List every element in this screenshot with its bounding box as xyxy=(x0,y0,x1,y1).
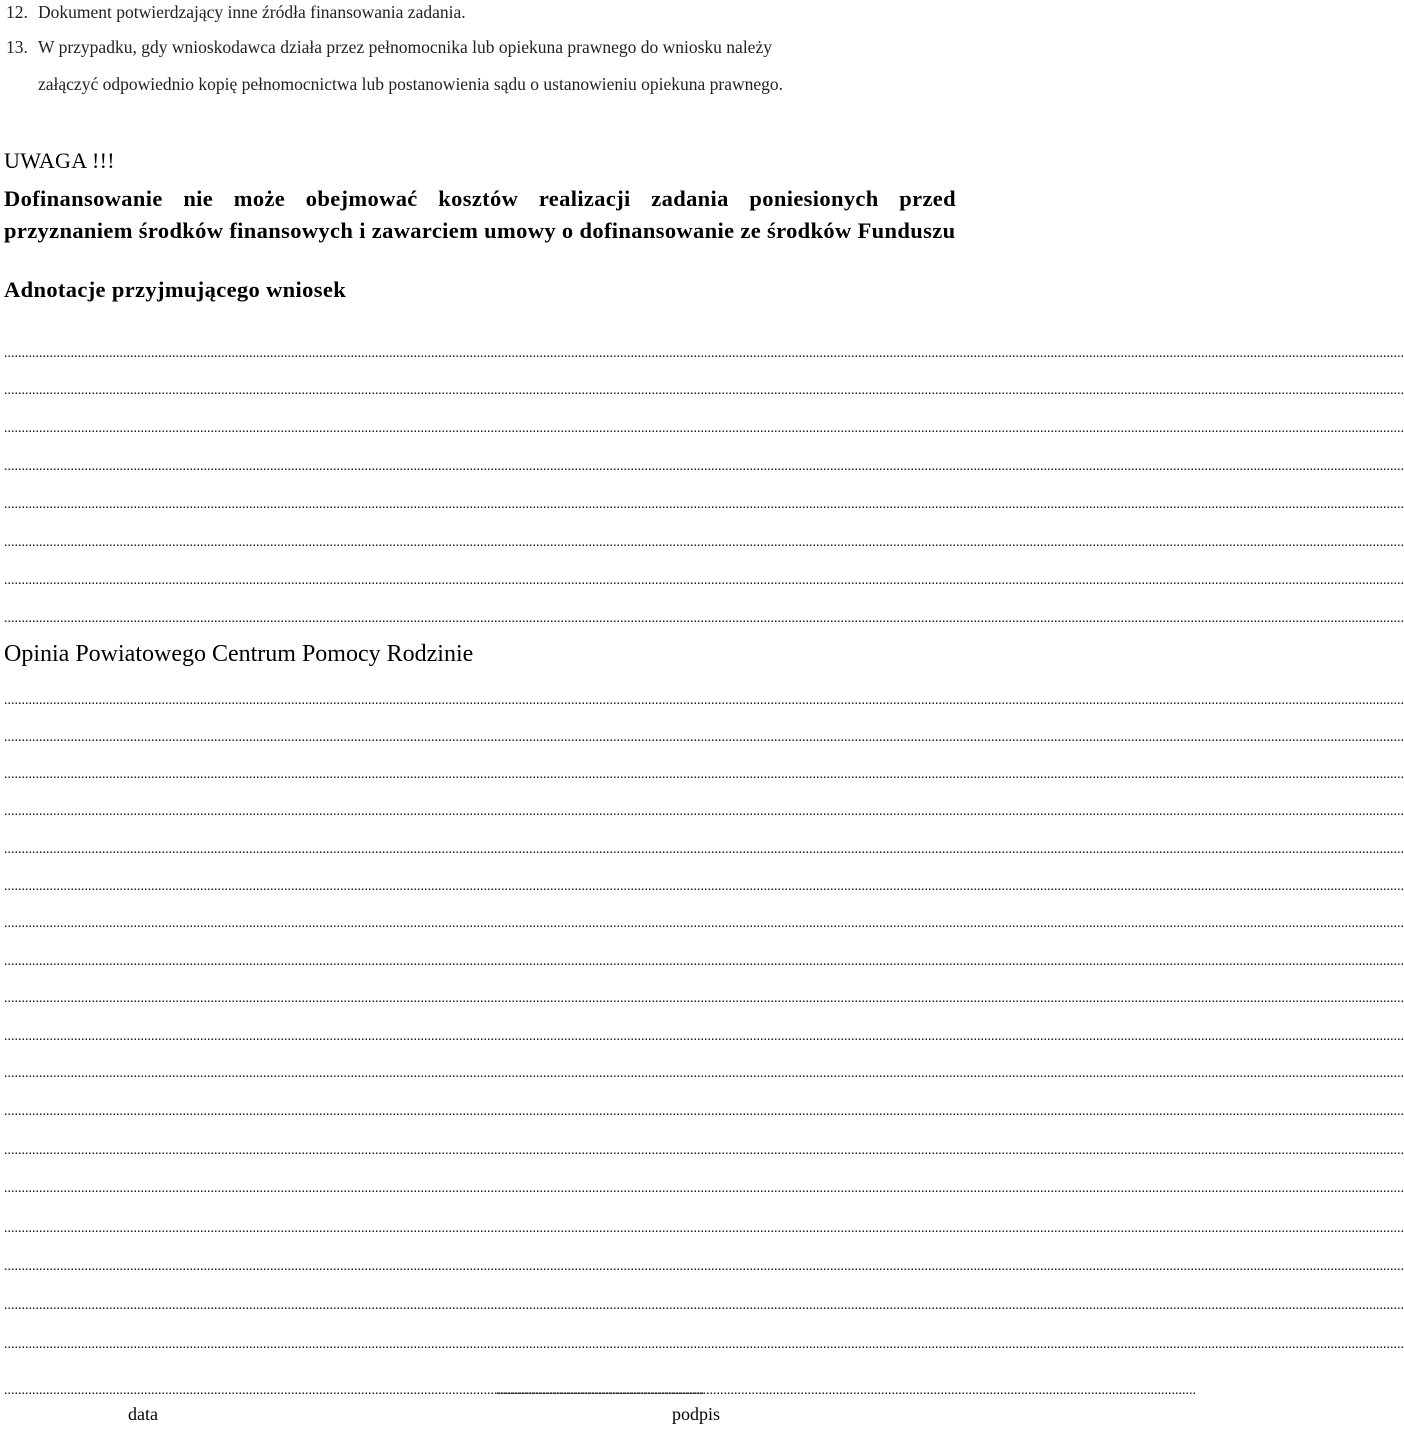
fill-line: ................................................................................................................................................................................................................................................................................................................................................................................................................ xyxy=(4,421,1404,436)
fill-line: ................................................................................................................................................................................................................................................................................................................................................................................................................ xyxy=(4,573,1404,588)
fill-line: ................................................................................................................................................................................................................................................................................................................................................................................................................ xyxy=(4,991,1404,1006)
date-label: data xyxy=(128,1404,158,1424)
fill-line: ................................................................................................................................................................................................................................................................................................................................................................................................................ xyxy=(4,879,1404,894)
warning-title: UWAGA !!! xyxy=(4,148,115,173)
date-fill-line: ........................................................................................................................................................................................................ xyxy=(4,1383,704,1398)
signature-fill-line: ........................................................................................................................................................................................................ xyxy=(496,1383,1196,1398)
signature-label: podpis xyxy=(672,1404,721,1424)
annotations-heading: Adnotacje przyjmującego wniosek xyxy=(4,277,347,302)
fill-line: ................................................................................................................................................................................................................................................................................................................................................................................................................ xyxy=(4,1259,1404,1274)
fill-line: ................................................................................................................................................................................................................................................................................................................................................................................................................ xyxy=(4,730,1404,745)
list-item-12 xyxy=(6,2,466,23)
fill-line: ................................................................................................................................................................................................................................................................................................................................................................................................................ xyxy=(4,1298,1404,1313)
fill-line: ................................................................................................................................................................................................................................................................................................................................................................................................................ xyxy=(4,459,1404,474)
fill-line: ................................................................................................................................................................................................................................................................................................................................................................................................................ xyxy=(4,916,1404,931)
fill-line: ................................................................................................................................................................................................................................................................................................................................................................................................................ xyxy=(4,611,1404,626)
fill-line: ................................................................................................................................................................................................................................................................................................................................................................................................................ xyxy=(4,767,1404,782)
fill-line: ................................................................................................................................................................................................................................................................................................................................................................................................................ xyxy=(4,1143,1404,1158)
item-number: 13. xyxy=(6,37,28,57)
list-item-13 xyxy=(6,37,772,58)
fill-line: ................................................................................................................................................................................................................................................................................................................................................................................................................ xyxy=(4,1181,1404,1196)
fill-line: ................................................................................................................................................................................................................................................................................................................................................................................................................ xyxy=(4,1337,1404,1352)
item-text: Dokument potwierdzający inne źródła finansowania zadania. xyxy=(38,2,466,22)
opinion-heading: Opinia Powiatowego Centrum Pomocy Rodzinie xyxy=(4,641,474,667)
item-number: 12. xyxy=(6,2,28,22)
fill-line: ................................................................................................................................................................................................................................................................................................................................................................................................................ xyxy=(4,383,1404,398)
item-text-line1: W przypadku, gdy wnioskodawca działa przez pełnomocnika lub opiekuna prawnego do wniosku należy xyxy=(38,37,772,57)
fill-line: ................................................................................................................................................................................................................................................................................................................................................................................................................ xyxy=(4,954,1404,969)
fill-line: ................................................................................................................................................................................................................................................................................................................................................................................................................ xyxy=(4,1104,1404,1119)
fill-line: ................................................................................................................................................................................................................................................................................................................................................................................................................ xyxy=(4,842,1404,857)
fill-line: ................................................................................................................................................................................................................................................................................................................................................................................................................ xyxy=(4,1066,1404,1081)
fill-line: ................................................................................................................................................................................................................................................................................................................................................................................................................ xyxy=(4,804,1404,819)
fill-line: ................................................................................................................................................................................................................................................................................................................................................................................................................ xyxy=(4,693,1404,708)
fill-line: ................................................................................................................................................................................................................................................................................................................................................................................................................ xyxy=(4,1029,1404,1044)
fill-line: ................................................................................................................................................................................................................................................................................................................................................................................................................ xyxy=(4,1221,1404,1236)
fill-line: ................................................................................................................................................................................................................................................................................................................................................................................................................ xyxy=(4,497,1404,512)
fill-line: ................................................................................................................................................................................................................................................................................................................................................................................................................ xyxy=(4,535,1404,550)
fill-line: ................................................................................................................................................................................................................................................................................................................................................................................................................ xyxy=(4,346,1404,361)
warning-text: Dofinansowanie nie może obejmować kosztów realizacji zadania poniesionych przed przyznaniem środków finansowych i zawarciem umowy o dofinansowanie ze środków Funduszu xyxy=(4,186,956,243)
item-text-continuation: załączyć odpowiednio kopię pełnomocnictwa lub postanowienia sądu o ustanowieniu opiekuna prawnego. xyxy=(38,74,783,94)
